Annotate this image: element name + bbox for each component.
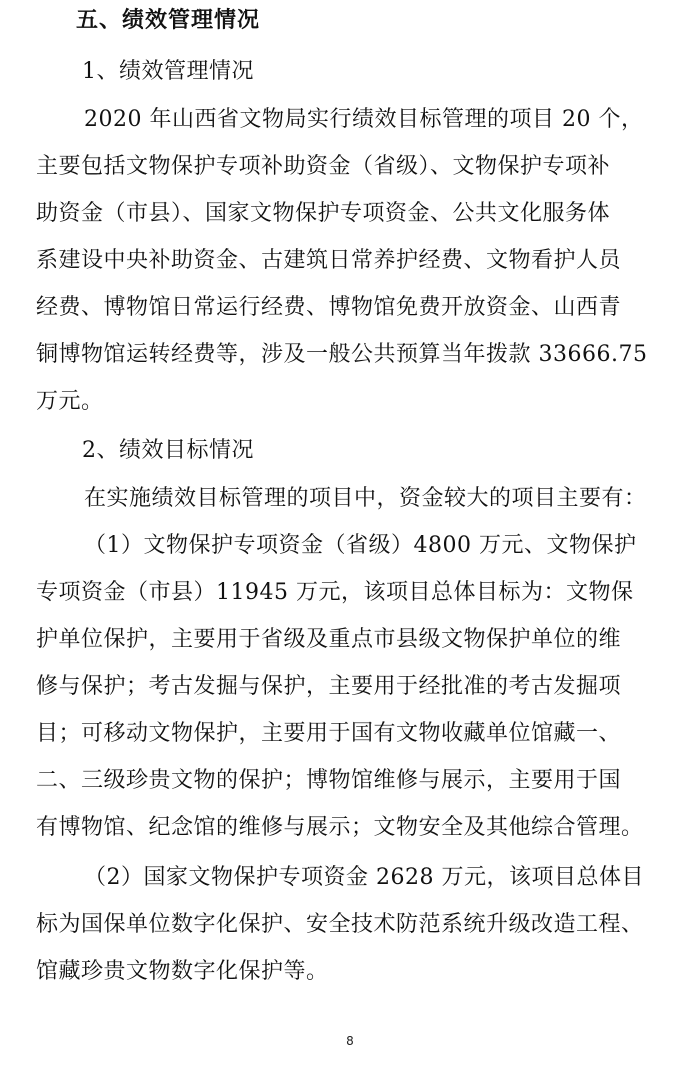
item-1-line-3: 护单位保护，主要用于省级及重点市县级文物保护单位的维 (36, 627, 622, 652)
paragraph-1-line-1: 2020 年山西省文物局实行绩效目标管理的项目 20 个， (84, 107, 644, 132)
item-1-line-7: 有博物馆、纪念馆的维修与展示；文物安全及其他综合管理。 (36, 815, 644, 840)
paragraph-1-line-7: 万元。 (36, 389, 104, 414)
item-1-line-5: 目；可移动文物保护，主要用于国有文物收藏单位馆藏一、 (36, 721, 622, 746)
paragraph-1-line-2: 主要包括文物保护专项补助资金（省级）、文物保护专项补 (36, 154, 611, 179)
paragraph-2-intro: 在实施绩效目标管理的项目中，资金较大的项目主要有： (84, 486, 647, 511)
paragraph-1-line-4: 系建设中央补助资金、古建筑日常养护经费、文物看护人员 (36, 248, 622, 273)
item-1-line-6: 二、三级珍贵文物的保护；博物馆维修与展示，主要用于国 (36, 768, 622, 793)
subsection-1-title: 1、绩效管理情况 (82, 59, 254, 84)
item-1-line-2: 专项资金（市县）11945 万元，该项目总体目标为：文物保 (36, 580, 634, 605)
item-2-line-2: 标为国保单位数字化保护、安全技术防范系统升级改造工程、 (36, 912, 644, 937)
item-1-line-1: （1）文物保护专项资金（省级）4800 万元、文物保护 (84, 533, 637, 558)
page-number: 8 (346, 1034, 354, 1048)
item-2-line-3: 馆藏珍贵文物数字化保护等。 (36, 959, 329, 984)
subsection-2-title: 2、绩效目标情况 (82, 438, 254, 463)
paragraph-1-line-3: 助资金（市县）、国家文物保护专项资金、公共文化服务体 (36, 201, 611, 226)
item-2-line-1: （2）国家文物保护专项资金 2628 万元，该项目总体目 (84, 865, 644, 890)
paragraph-1-line-6: 铜博物馆运转经费等，涉及一般公共预算当年拨款 33666.75 (36, 342, 648, 367)
item-1-line-4: 修与保护；考古发掘与保护，主要用于经批准的考古发掘项 (36, 674, 622, 699)
section-heading: 五、绩效管理情况 (76, 8, 261, 33)
paragraph-1-line-5: 经费、博物馆日常运行经费、博物馆免费开放资金、山西青 (36, 295, 622, 320)
